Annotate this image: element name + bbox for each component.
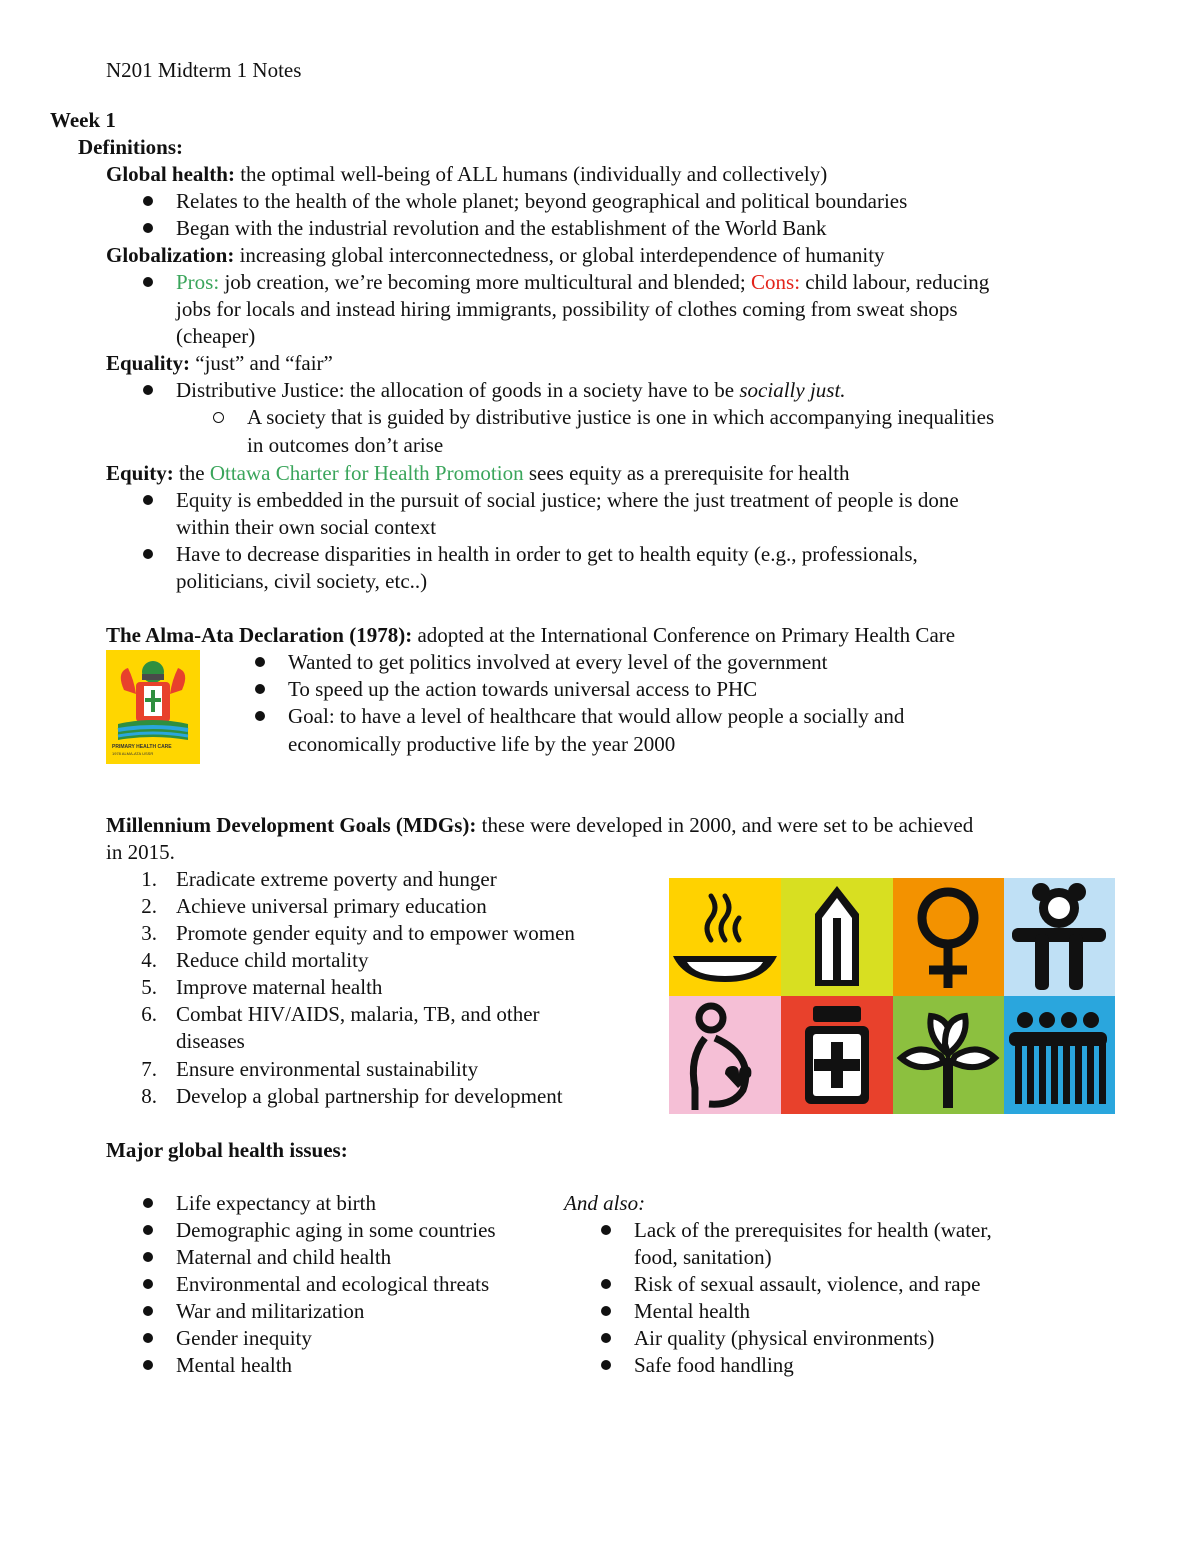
list-item: To speed up the action towards universal access to PHC	[288, 677, 758, 701]
list-item: Eradicate extreme poverty and hunger	[176, 867, 497, 891]
list-item: Distributive Justice: the allocation of goods in a society have to be socially just.	[176, 378, 846, 402]
list-number: 8.	[141, 1084, 157, 1108]
bullet-icon	[255, 684, 265, 694]
list-item: Maternal and child health	[176, 1245, 392, 1269]
issues-heading: Major global health issues:	[106, 1138, 348, 1162]
list-item: Combat HIV/AIDS, malaria, TB, and other	[176, 1002, 540, 1026]
list-item: Mental health	[634, 1299, 751, 1323]
list-item: Promote gender equity and to empower women	[176, 921, 575, 945]
bullet-icon	[143, 223, 153, 233]
list-item: Life expectancy at birth	[176, 1191, 376, 1215]
list-item: Began with the industrial revolution and the establishment of the World Bank	[176, 216, 827, 240]
list-item: Achieve universal primary education	[176, 894, 487, 918]
bullet-icon	[143, 1252, 153, 1262]
bullet-icon	[601, 1333, 611, 1343]
alma-ata-definition: The Alma-Ata Declaration (1978): adopted at the International Conference on Primary Health Care	[106, 623, 956, 647]
list-item: Lack of the prerequisites for health (water,	[634, 1218, 992, 1242]
definitions-heading: Definitions:	[78, 135, 183, 159]
list-number: 7.	[141, 1057, 157, 1081]
bullet-icon	[143, 1306, 153, 1316]
bullet-icon	[143, 1198, 153, 1208]
list-item: Mental health	[176, 1353, 293, 1377]
medicine-jar-icon	[805, 1006, 869, 1104]
bullet-icon	[255, 657, 265, 667]
bullet-icon	[601, 1360, 611, 1370]
mdg-icon-grid	[669, 878, 1115, 1114]
list-item: Improve maternal health	[176, 975, 383, 999]
cons-label: Cons:	[751, 270, 801, 294]
bullet-icon	[143, 1279, 153, 1289]
bullet-icon	[601, 1306, 611, 1316]
list-item-continued: jobs for locals and instead hiring immigrants, possibility of clothes coming from sweat shops	[176, 297, 958, 321]
list-item-continued: within their own social context	[176, 515, 437, 539]
equality-definition: Equality: “just” and “fair”	[106, 351, 333, 375]
list-number: 6.	[141, 1002, 157, 1026]
list-item: Gender inequity	[176, 1326, 312, 1350]
list-item: Air quality (physical environments)	[634, 1326, 935, 1350]
bullet-icon	[143, 549, 153, 559]
bullet-icon	[143, 1225, 153, 1235]
list-item: Environmental and ecological threats	[176, 1272, 490, 1296]
equity-definition: Equity: the Ottawa Charter for Health Promotion sees equity as a prerequisite for health	[106, 461, 850, 485]
list-item: War and militarization	[176, 1299, 365, 1323]
list-item: Equity is embedded in the pursuit of social justice; where the just treatment of people is done	[176, 488, 959, 512]
list-item: Goal: to have a level of healthcare that would allow people a socially and	[288, 704, 905, 728]
list-item: Develop a global partnership for development	[176, 1084, 563, 1108]
list-item-continued: food, sanitation)	[634, 1245, 772, 1269]
pros-label: Pros:	[176, 270, 220, 294]
alma-ata-poster	[106, 650, 200, 764]
mdg-definition: Millennium Development Goals (MDGs): these were developed in 2000, and were set to be achieved	[106, 813, 974, 837]
bullet-icon	[255, 711, 265, 721]
document-title: N201 Midterm 1 Notes	[106, 58, 302, 82]
sub-list-item: A society that is guided by distributive justice is one in which accompanying inequalities	[247, 405, 995, 429]
also-label: And also:	[564, 1191, 646, 1215]
mdg-definition-continued: in 2015.	[106, 840, 175, 864]
bullet-icon	[143, 196, 153, 206]
bullet-icon	[143, 1360, 153, 1370]
list-item: Demographic aging in some countries	[176, 1218, 496, 1242]
list-item: Reduce child mortality	[176, 948, 369, 972]
list-item-continued: diseases	[176, 1029, 245, 1053]
list-item-continued: (cheaper)	[176, 324, 256, 348]
list-item: Relates to the health of the whole planet; beyond geographical and political boundaries	[176, 189, 908, 213]
list-item: Pros: job creation, we’re becoming more multicultural and blended; Cons: child labour, reducing	[176, 270, 990, 294]
bullet-icon	[601, 1279, 611, 1289]
list-number: 5.	[141, 975, 157, 999]
list-number: 2.	[141, 894, 157, 918]
list-item-continued: politicians, civil society, etc..)	[176, 569, 428, 593]
poster-caption: PRIMARY HEALTH CARE	[112, 744, 172, 750]
list-item: Have to decrease disparities in health in order to get to health equity (e.g., professionals,	[176, 542, 918, 566]
ottawa-charter-link: Ottawa Charter for Health Promotion	[209, 461, 524, 485]
list-item: Risk of sexual assault, violence, and rape	[634, 1272, 981, 1296]
list-item: Ensure environmental sustainability	[176, 1057, 479, 1081]
list-number: 3.	[141, 921, 157, 945]
bullet-icon	[143, 1333, 153, 1343]
bullet-icon	[143, 495, 153, 505]
poster-subcaption: 1978 ALMA-ATA USSR	[112, 751, 154, 756]
list-item: Safe food handling	[634, 1353, 794, 1377]
globalization-definition: Globalization: increasing global interconnectedness, or global interdependence of humanity	[106, 243, 885, 267]
week-heading: Week 1	[50, 108, 116, 132]
list-item-continued: economically productive life by the year 2000	[288, 732, 676, 756]
sub-list-item-continued: in outcomes don’t arise	[247, 433, 444, 457]
bullet-icon	[143, 385, 153, 395]
bullet-icon	[601, 1225, 611, 1235]
list-number: 1.	[141, 867, 157, 891]
sub-bullet-icon	[213, 412, 224, 423]
list-item: Wanted to get politics involved at every level of the government	[288, 650, 828, 674]
bullet-icon	[143, 277, 153, 287]
list-number: 4.	[141, 948, 157, 972]
global-health-definition: Global health: the optimal well-being of ALL humans (individually and collectively)	[106, 162, 828, 186]
